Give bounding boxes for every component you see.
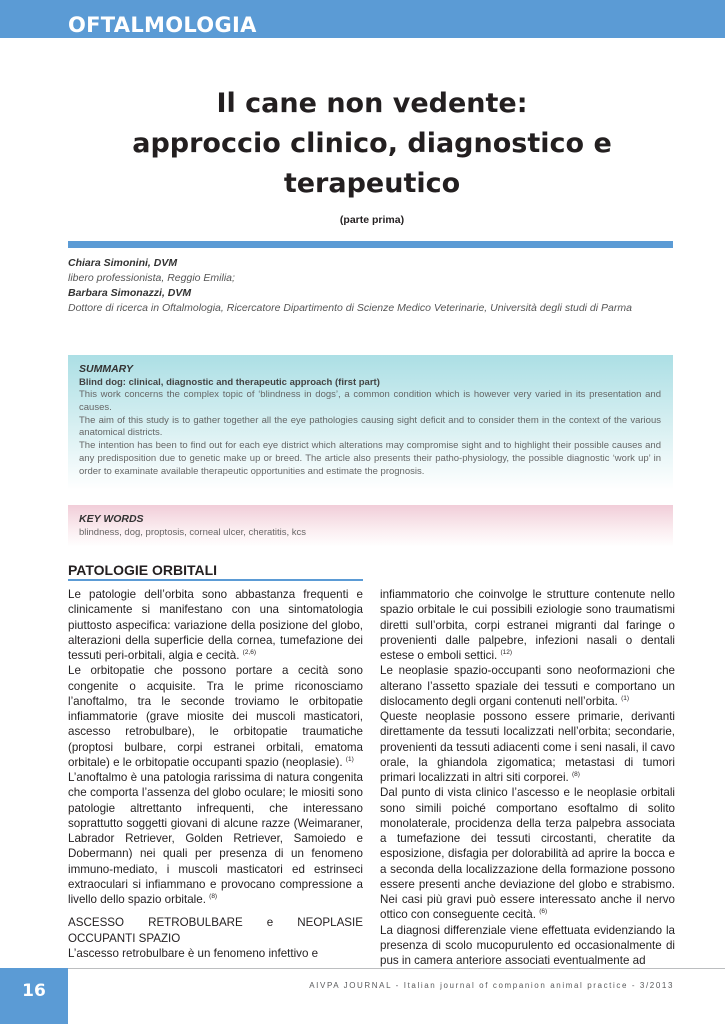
body-paragraph: infiammatorio che coinvolge le strutture contenute nello spazio orbitale le cui possibili eziologie sono traumatismi diretti sull’orbita, corpi estranei migranti dal faringe o provenienti dalle palpebre, infezioni nasali o dentali estese o emboli settici. $^{(12)}$ (380, 588, 675, 662)
body-paragraph: Dal punto di vista clinico l’ascesso e le neoplasie orbitali sono simili poiché comportano esoftalmo di solito monolaterale, procidenza della terza palpebra associata a tumefazione dei tessuti circostanti, cheratite da esposizione, disfagia per dolorabilità ad aprire la bocca e a seconda della localizzazione della formazione possono essere presenti anche deviazione del globo e strabismo. Nei casi più gravi può essere interessato anche il nervo ottico con conseguente cecità. $^{(6)}$ (380, 786, 675, 922)
body-column-left (68, 587, 363, 961)
citation: (6) (539, 908, 548, 916)
body-paragraph: L’ascesso retrobulbare è un fenomeno infettivo e (68, 946, 319, 960)
citation: (1) (621, 694, 630, 702)
article-subtitle: (parte prima) (339, 214, 405, 226)
author-affiliation: Dottore di ricerca in Oftalmologia, Ricercatore Dipartimento di Scienze Medico Veterinarie, Università degli studi di Parma (68, 302, 632, 314)
author-name: Barbara Simonazzi, DVM (68, 287, 192, 299)
body-paragraph: Le patologie dell’orbita sono abbastanza frequenti e clinicamente si manifestano con una sintomatologia piuttosto aspecifica: variazione della posizione del globo, alterazioni della superficie della cornea, tumefazione dei tessuti peri-orbitali, algia e cecità. $^{(2,6)}$ (68, 588, 363, 662)
citation: (8) (209, 893, 218, 901)
summary-paragraph: This work concerns the complex topic of ‘blindness in dogs’, a common condition which is however very varied in its presentation and causes. (79, 389, 661, 413)
citation: (2,6) (242, 649, 257, 657)
title-line-1: Il cane non vedente: (216, 88, 528, 119)
section-divider (68, 579, 363, 581)
citation: (8) (572, 771, 580, 779)
citation: (12) (500, 649, 513, 657)
body-paragraph: Queste neoplasie possono essere primarie, derivanti direttamente da tessuti localizzati nell’orbita; secondarie, provenienti da tessuti adiacenti come i seni nasali, il cavo orale, la ghiandola zigomatica; metastasi di tumori primari localizzati in altri siti corporei. $^{(8)}$ (380, 710, 675, 784)
section-label: OFTALMOLOGIA (68, 13, 257, 37)
summary-box (68, 355, 673, 490)
body-column-right (380, 587, 675, 968)
keywords-heading: KEY WORDS (79, 513, 144, 525)
title-divider (68, 241, 673, 248)
summary-subheading: Blind dog: clinical, diagnostic and therapeutic approach (first part) (79, 377, 380, 388)
body-paragraph: Le orbitopatie che possono portare a cecità sono congenite o acquisite. Tra le prime riconosciamo l’anoftalmo, tra le seconde troviamo le orbitopatie infiammatorie (grave miosite dei muscoli masticatori, ascesso retrobulbare), le orbitopatie traumatiche (proptosi bulbare, corpi estranei orbitali, ematoma orbitale) e le orbitopatie occupanti spazio (neoplasie). $^{(1)}$ (68, 664, 363, 769)
body-paragraph: L’anoftalmo è una patologia rarissima di natura congenita che comporta l’assenza del globo oculare; le miositi sono patologie altrettanto infrequenti, che interessano soprattutto soggetti giovani di alcune razze (Weimaraner, Labrador Retriever, Golden Retriever, Samoiedo e Dobermann) nei quali per presenza di un fenomeno immuno-mediato, i muscoli masticatori ed estrinseci extraoculari si infiammano e provocano compressione a livello dello spazio orbitale. $^{(8)}$ (68, 771, 363, 906)
subsection-heading: ASCESSO RETROBULBARE e NEOPLASIE OCCUPANTI SPAZIO (68, 916, 363, 945)
keywords-box (68, 505, 673, 547)
author-name: Chiara Simonini, DVM (68, 257, 178, 269)
title-line-3: terapeutico (283, 168, 461, 199)
page-number: 16 (22, 981, 46, 1001)
summary-heading: SUMMARY (79, 363, 134, 375)
footer-divider (68, 968, 725, 969)
author-block (68, 256, 676, 316)
summary-paragraph: The aim of this study is to gather together all the eye pathologies causing sight deficit and to consider them in the context of the various anatomical districts. (79, 414, 661, 439)
summary-paragraph: The intention has been to find out for each eye district which alterations may compromise sight and to highlight their possible causes and any predisposition due to genetic make up or breed. The article also presents their patho-physiology, the possible diagnostic ‘work up’ in order to examinate available therapeutic opportunities and estimate the prognosis. (79, 440, 661, 477)
body-paragraph: La diagnosi differenziale viene effettuata evidenziando la presenza di scolo mucopurulento ed occasionalmente di pus in camera anteriore associati eventualmente ad (380, 923, 675, 967)
keywords-text: blindness, dog, proptosis, corneal ulcer, cheratitis, kcs (79, 527, 307, 538)
section-title: PATOLOGIE ORBITALI (68, 562, 218, 578)
journal-footer: AIVPA JOURNAL - Italian journal of companion animal practice - 3/2013 (309, 981, 674, 990)
author-affiliation: libero professionista, Reggio Emilia; (68, 272, 235, 284)
title-line-2: approccio clinico, diagnostico e (132, 128, 612, 159)
article-title (68, 84, 676, 204)
citation: (1) (345, 755, 354, 763)
body-paragraph: Le neoplasie spazio-occupanti sono neoformazioni che alterano l’assetto spaziale dei tessuti e comportano un dislocamento degli organi contenuti nell’orbita. $^{(1)}$ (380, 664, 675, 708)
